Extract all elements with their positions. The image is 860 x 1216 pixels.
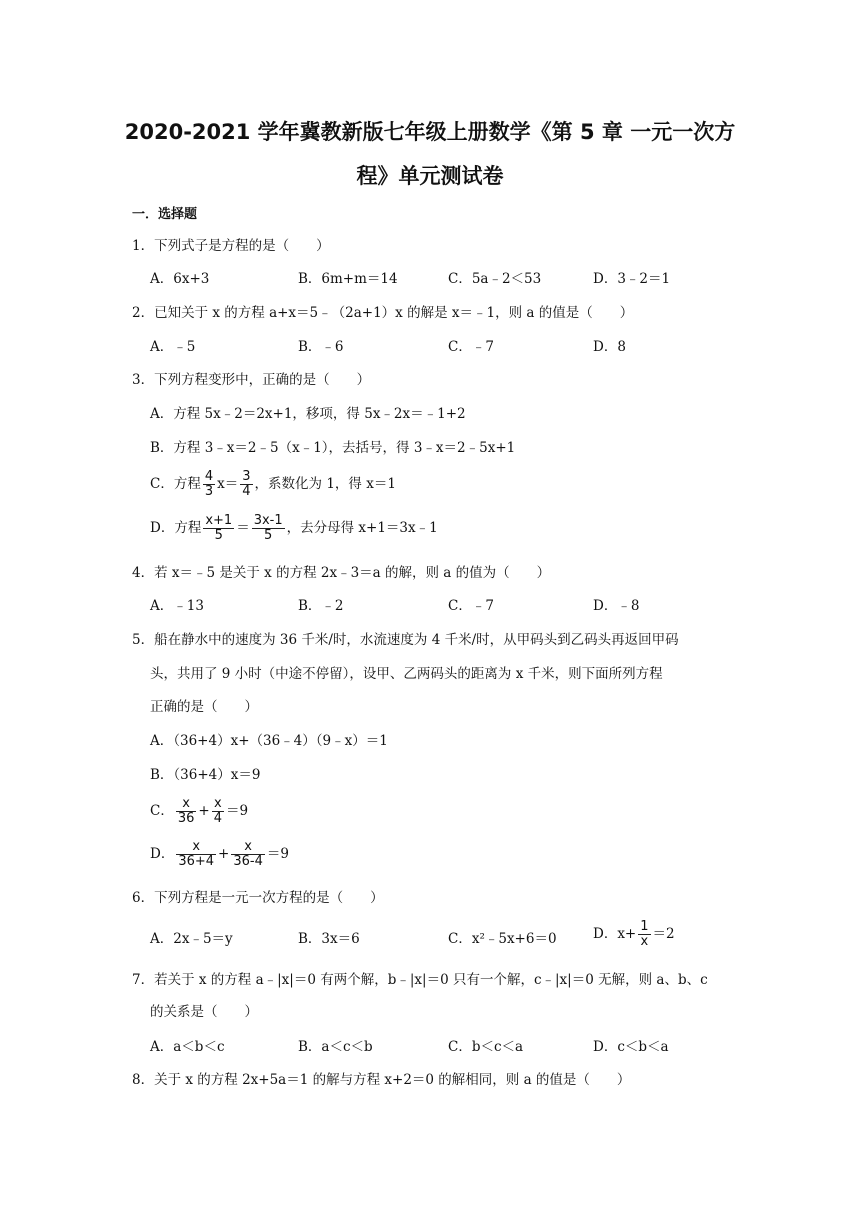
- q4-option-a: A．﹣13: [150, 598, 204, 614]
- q7-option-d: D．c＜b＜a: [593, 1039, 669, 1055]
- q5-option-c: C． $\frac{x}{36}$ + $\frac{x}{4}$ ＝9: [150, 796, 249, 826]
- q1-option-a: A．6x+3: [150, 271, 210, 287]
- q2-option-c: C．﹣7: [448, 339, 494, 355]
- q1-option-c: C．5a﹣2＜53: [448, 271, 542, 287]
- question-3-stem: 3．下列方程变形中，正确的是（ ）: [132, 372, 371, 388]
- section-heading: 一．选择题: [132, 207, 198, 222]
- q5-option-b: B．（36+4）x＝9: [150, 767, 261, 783]
- q4-option-c: C．﹣7: [448, 598, 494, 614]
- fraction: $\frac{x}{36-4}$: [233, 839, 263, 869]
- q3-option-c: C．方程 $\frac{4}{3}$ x＝ $\frac{3}{4}$ ，系数化为 1，得 x＝1: [150, 469, 396, 499]
- q2-option-a: A．﹣5: [150, 339, 196, 355]
- question-4-stem: 4．若 x＝﹣5 是关于 x 的方程 2x﹣3＝a 的解，则 a 的值为（ ）: [132, 565, 551, 581]
- fraction: $\frac{x}{4}$: [213, 796, 222, 826]
- fraction: $\frac{x+1}{5}$: [205, 513, 233, 543]
- question-8-stem: 8．关于 x 的方程 2x+5a＝1 的解与方程 x+2＝0 的解相同，则 a 的值是（ ）: [132, 1072, 631, 1088]
- fraction: $\frac{4}{3}$: [204, 469, 214, 499]
- question-5-stem-line1: 5．船在静水中的速度为 36 千米/时，水流速度为 4 千米/时，从甲码头到乙码头再返回甲码: [132, 632, 679, 648]
- fraction: $\frac{x}{36}$: [177, 796, 195, 826]
- q4-option-b: B．﹣2: [298, 598, 344, 614]
- page-title-line2: 程》单元测试卷: [356, 164, 504, 188]
- q5-option-a: A．（36+4）x+（36﹣4）（9﹣x）＝1: [150, 733, 388, 749]
- question-1-stem: 1．下列式子是方程的是（ ）: [132, 238, 330, 254]
- q6-option-b: B．3x＝6: [298, 931, 360, 947]
- question-5-stem-line3: 正确的是（ ）: [150, 699, 258, 715]
- q7-option-c: C．b＜c＜a: [448, 1039, 524, 1055]
- q3-option-d: D．方程 $\frac{x+1}{5}$ ＝ $\frac{3x-1}{5}$ ，去分母得 x+1＝3x﹣1: [150, 513, 438, 543]
- fraction: $\frac{1}{x}$: [640, 919, 649, 949]
- question-5-stem-line2: 头，共用了 9 小时（中途不停留），设甲、乙两码头的距离为 x 千米，则下面所列方程: [150, 666, 663, 682]
- question-7-stem-line2: 的关系是（ ）: [150, 1004, 258, 1020]
- q6-option-a: A．2x﹣5＝y: [150, 931, 233, 947]
- q3-option-a: A．方程 5x﹣2＝2x+1，移项，得 5x﹣2x＝﹣1+2: [150, 406, 466, 422]
- fraction: $\frac{3}{4}$: [242, 469, 251, 499]
- q2-option-b: B．﹣6: [298, 339, 344, 355]
- q7-option-a: A．a＜b＜c: [150, 1039, 225, 1055]
- q4-option-d: D．﹣8: [593, 598, 640, 614]
- q6-option-c: C．x²﹣5x+6＝0: [448, 931, 557, 947]
- question-7-stem-line1: 7．若关于 x 的方程 a﹣|x|＝0 有两个解，b﹣|x|＝0 只有一个解，c﹣|x|＝0 无解，则 a、b、c: [132, 972, 708, 988]
- page-title-line1: 2020-2021 学年冀教新版七年级上册数学《第 5 章 一元一次方: [124, 120, 736, 144]
- q3-option-b: B．方程 3﹣x＝2﹣5（x﹣1），去括号，得 3﹣x＝2﹣5x+1: [150, 440, 516, 456]
- q7-option-b: B．a＜c＜b: [298, 1039, 373, 1055]
- q2-option-d: D．8: [593, 339, 626, 355]
- q5-option-d: D． $\frac{x}{36+4}$ + $\frac{x}{36-4}$ ＝9: [150, 839, 289, 869]
- question-6-stem: 6．下列方程是一元一次方程的是（ ）: [132, 890, 384, 906]
- q1-option-d: D．3﹣2＝1: [593, 271, 671, 287]
- q1-option-b: B．6m+m＝14: [298, 271, 398, 287]
- fraction: $\frac{3x-1}{5}$: [253, 513, 283, 543]
- fraction: $\frac{x}{36+4}$: [178, 839, 215, 869]
- question-2-stem: 2．已知关于 x 的方程 a+x＝5﹣（2a+1）x 的解是 x＝﹣1，则 a 的值是（ ）: [132, 305, 634, 321]
- q6-option-d: D．x+ $\frac{1}{x}$ ＝2: [593, 919, 675, 949]
